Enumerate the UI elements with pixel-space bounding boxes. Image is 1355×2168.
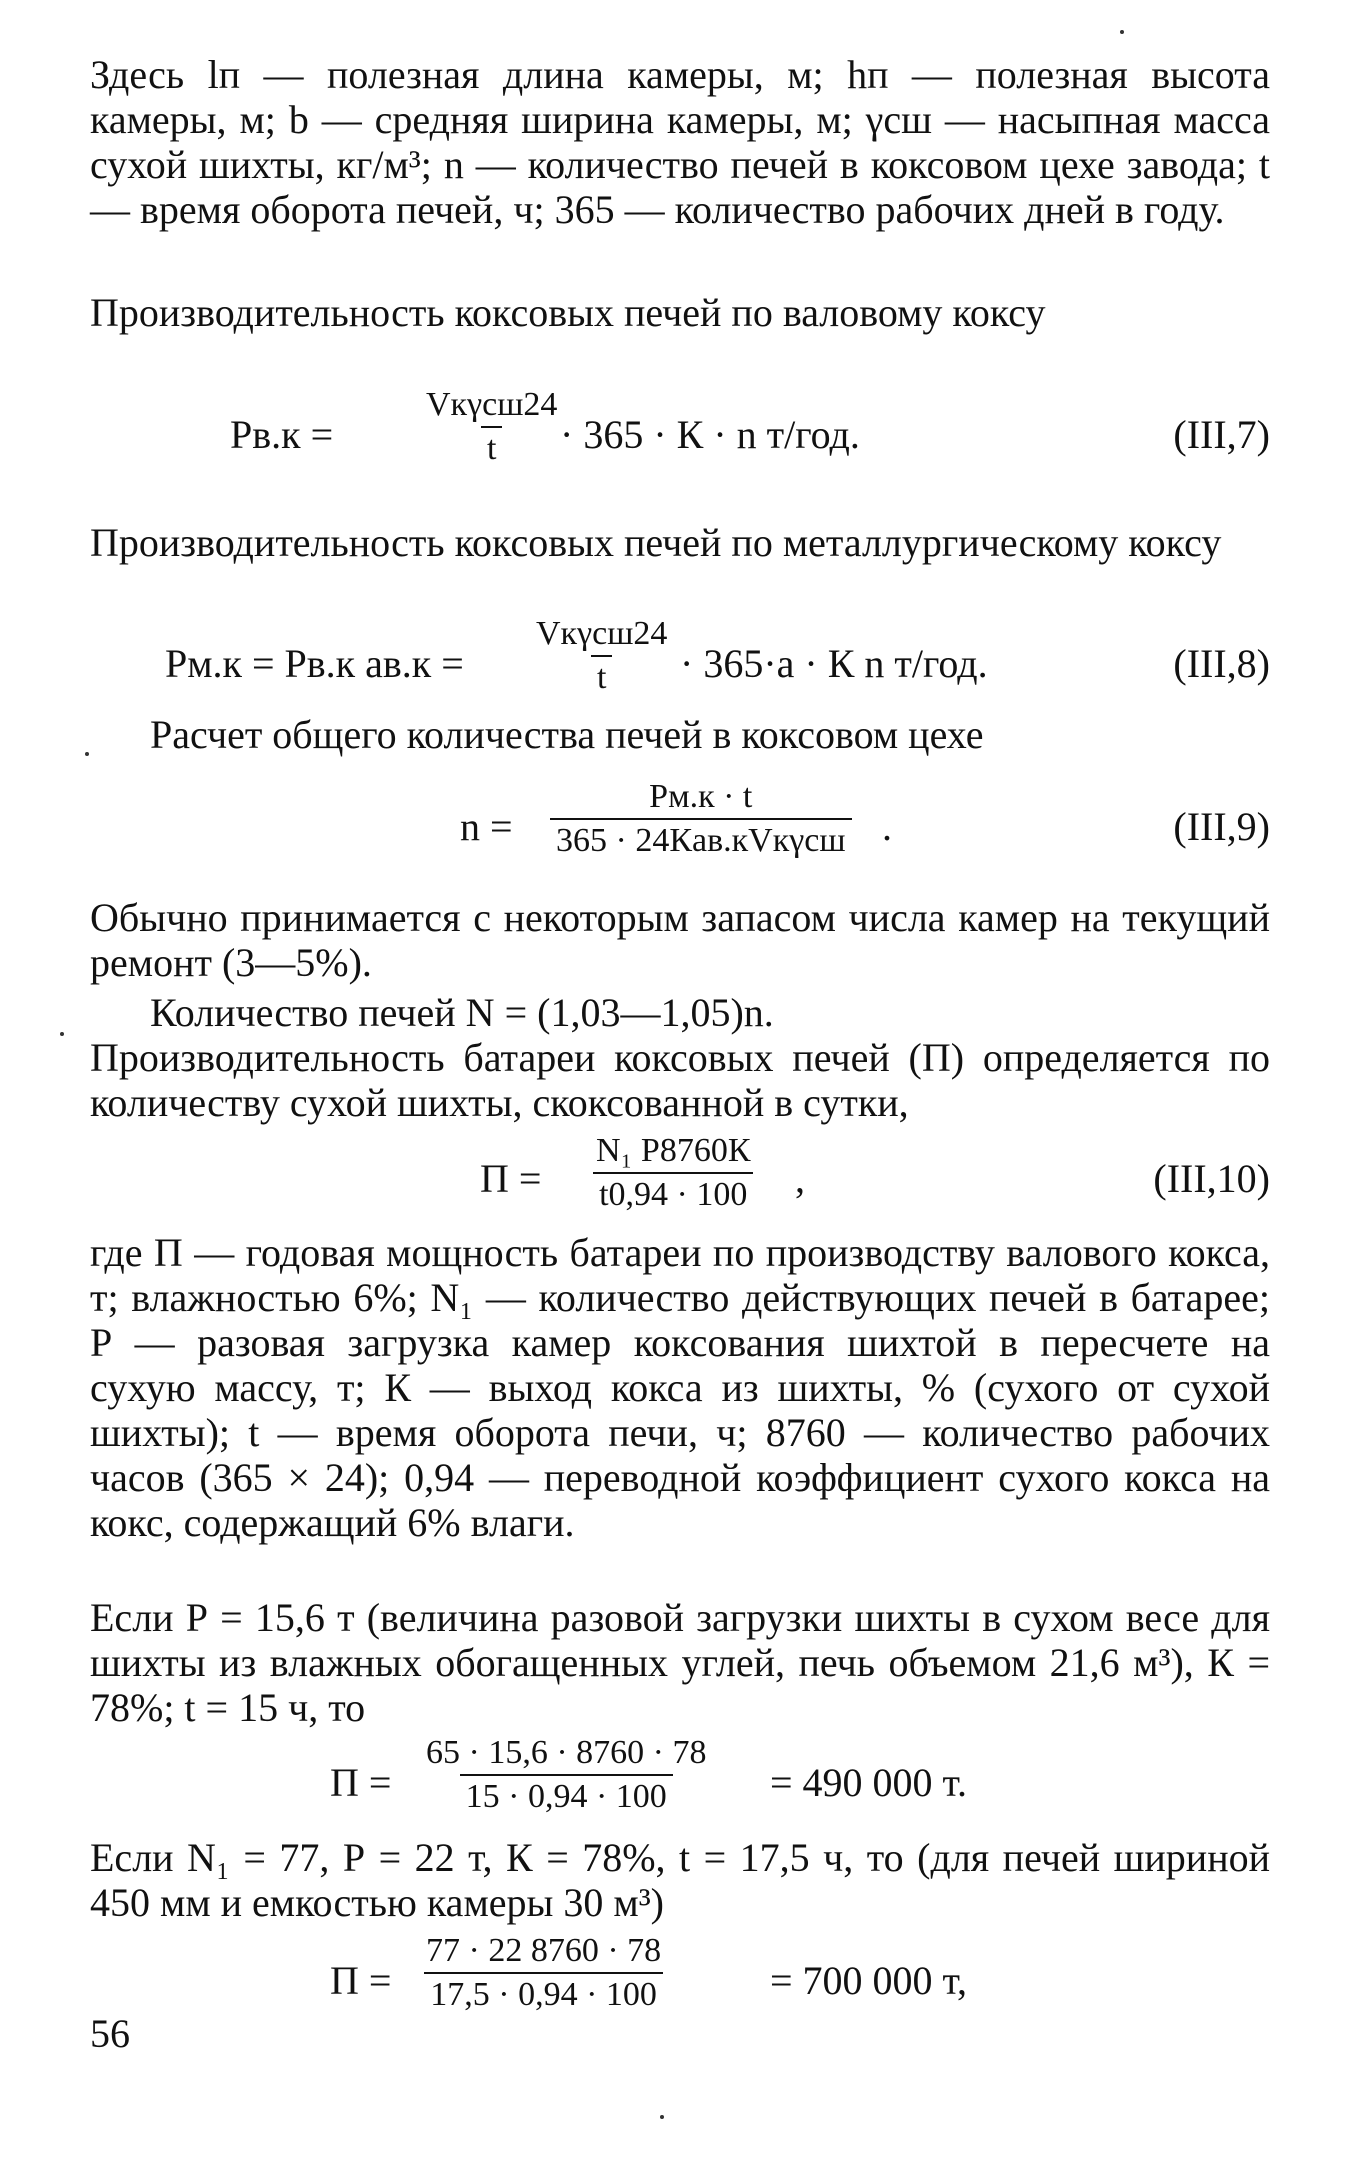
fraction-numerator: N₁ Р8760К bbox=[596, 1132, 751, 1169]
fraction-denominator: t0,94 · 100 bbox=[593, 1172, 753, 1216]
equation-number: (III,7) bbox=[1173, 412, 1270, 457]
formula-fraction bbox=[420, 1732, 712, 1818]
formula-fraction bbox=[530, 613, 673, 699]
formula-lhs: П = bbox=[330, 1958, 392, 2003]
formula-example-1 bbox=[90, 1730, 1270, 1840]
formula-lhs: П = bbox=[480, 1156, 542, 1201]
formula-fraction bbox=[590, 1130, 757, 1216]
formula-rhs: · 365·a · К n т/год. bbox=[680, 641, 988, 686]
formula-rhs: · 365 · К · n т/год. bbox=[560, 412, 860, 457]
paragraph-example-2: Если N₁ = 77, Р = 22 т, К = 78%, t = 17,5 ч, то (для печей шириной 450 мм и емкостью камеры 30 м³) bbox=[90, 1835, 1270, 1925]
formula-rhs: = 490 000 т. bbox=[770, 1760, 968, 1805]
fraction-numerator: 77 · 22 8760 · 78 bbox=[426, 1932, 662, 1969]
paragraph-oven-count-intro: Расчет общего количества печей в коксовом цехе bbox=[150, 712, 984, 757]
formula-III-9 bbox=[90, 770, 1270, 880]
fraction-denominator: t bbox=[481, 426, 502, 470]
formula-III-7 bbox=[90, 378, 1270, 488]
page-number: 56 bbox=[90, 2011, 130, 2056]
print-speck bbox=[660, 2115, 664, 2119]
fraction-denominator: 365 · 24Кaв.кVкγсш bbox=[550, 818, 852, 862]
formula-III-8 bbox=[90, 605, 1270, 715]
fraction-numerator: 65 · 15,6 · 8760 · 78 bbox=[426, 1734, 707, 1771]
print-speck bbox=[60, 1032, 64, 1036]
equation-number: (III,8) bbox=[1173, 641, 1270, 686]
formula-lhs: Рв.к = bbox=[230, 412, 334, 457]
fraction-numerator: Vкγсш24 bbox=[426, 386, 558, 423]
formula-lhs: n = bbox=[460, 804, 513, 849]
equation-number: (III,9) bbox=[1173, 804, 1270, 849]
formula-fraction bbox=[550, 776, 852, 862]
paragraph-variable-definitions: где П — годовая мощность батареи по производству валового кокса, т; влажностью 6%; N₁ — количество действующих печей в батарее; Р — разовая загрузка камер коксования шихтой в пересчете на сухую массу, т; К — выход кокса из шихты, % (сухого от сухой шихты); t — время оборота печи, ч; 8760 — количество рабочих часов (365 × 24); 0,94 — переводной коэффициент сухого кокса на кокс, содержащий 6% влаги. bbox=[90, 1230, 1270, 1545]
fraction-denominator: 17,5 · 0,94 · 100 bbox=[424, 1972, 663, 2016]
formula-fraction bbox=[420, 384, 563, 470]
formula-rhs: . bbox=[882, 804, 892, 849]
formula-rhs: = 700 000 т, bbox=[770, 1958, 968, 2003]
paragraph-metallurgical-coke-intro: Производительность коксовых печей по металлургическому коксу bbox=[90, 520, 1222, 565]
formula-fraction bbox=[420, 1930, 667, 2016]
formula-lhs: Рм.к = Рв.к aв.к = bbox=[165, 641, 464, 686]
paragraph-oven-quantity: Количество печей N = (1,03—1,05)n. bbox=[150, 990, 774, 1035]
paragraph-example-1: Если Р = 15,6 т (величина разовой загрузки шихты в сухом весе для шихты из влажных обогащенных углей, печь объемом 21,6 м³), К = 78%; t = 15 ч, то bbox=[90, 1595, 1270, 1730]
fraction-numerator: Рм.к · t bbox=[649, 778, 753, 815]
paragraph-definitions: Здесь lп — полезная длина камеры, м; hп — полезная высота камеры, м; b — средняя ширина камеры, м; γсш — насыпная масса сухой шихты, кг/м³; n — количество печей в коксовом цехе завода; t — время оборота печей, ч; 365 — количество рабочих дней в году. bbox=[90, 52, 1270, 232]
paragraph-gross-coke-intro: Производительность коксовых печей по валовому коксу bbox=[90, 290, 1046, 335]
formula-rhs: , bbox=[795, 1156, 805, 1201]
paragraph-repair-reserve: Обычно принимается с некоторым запасом числа камер на текущий ремонт (3—5%). bbox=[90, 895, 1270, 985]
formula-III-10 bbox=[90, 1130, 1270, 1240]
paragraph-battery-productivity: Производительность батареи коксовых печей (П) определяется по количеству сухой шихты, скоксованной в сутки, bbox=[90, 1035, 1270, 1125]
fraction-denominator: 15 · 0,94 · 100 bbox=[460, 1774, 673, 1818]
formula-lhs: П = bbox=[330, 1760, 392, 1805]
equation-number: (III,10) bbox=[1153, 1156, 1270, 1201]
fraction-denominator: t bbox=[591, 655, 612, 699]
formula-example-2 bbox=[90, 1930, 1270, 2040]
fraction-numerator: Vкγсш24 bbox=[536, 615, 668, 652]
print-speck bbox=[85, 752, 89, 756]
print-speck bbox=[1120, 30, 1124, 34]
